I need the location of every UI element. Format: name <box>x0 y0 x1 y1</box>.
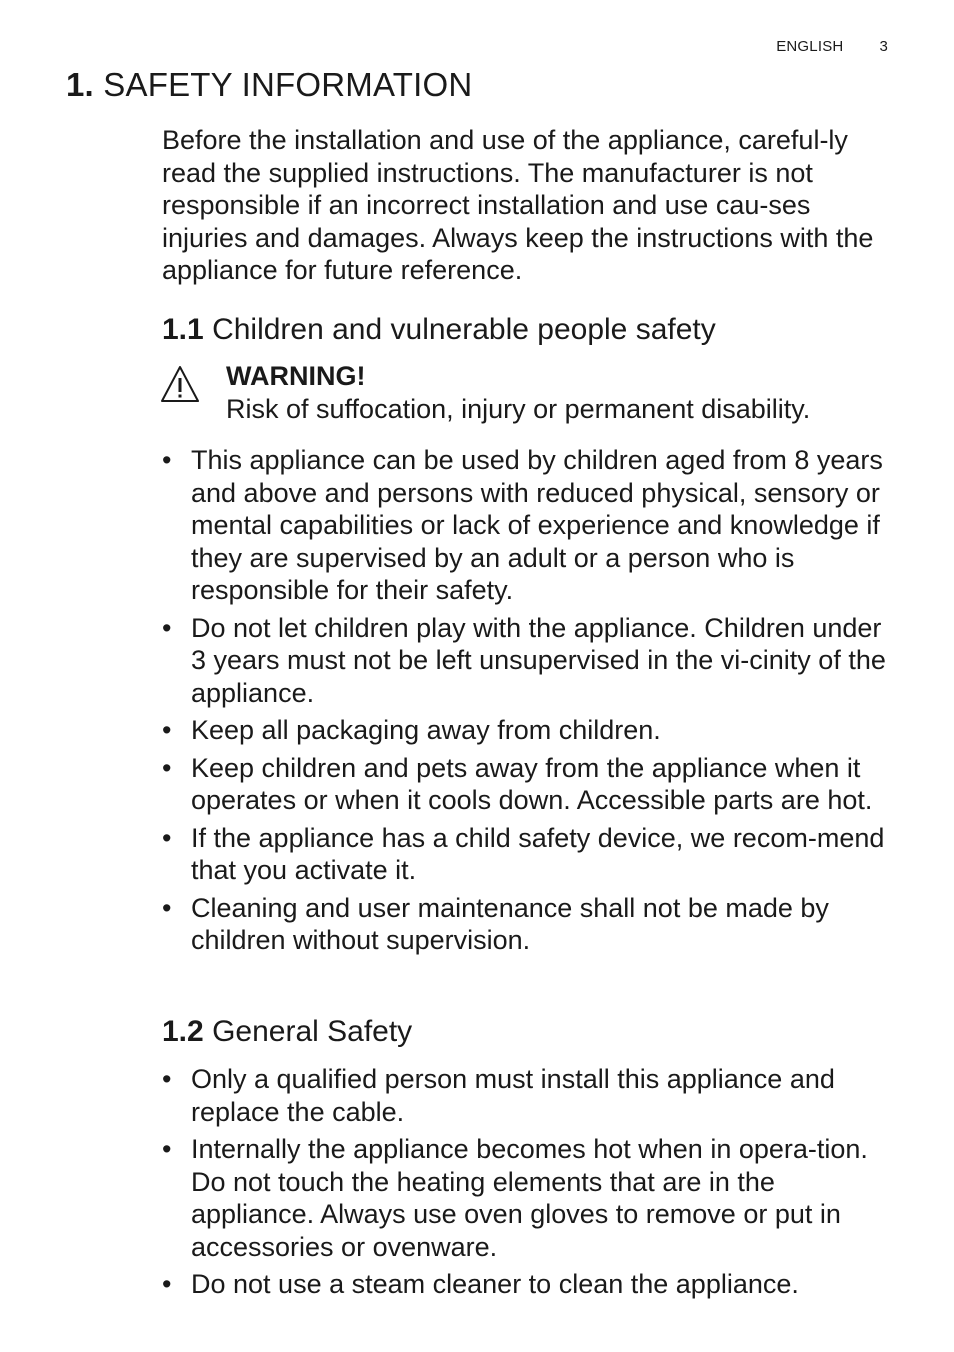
section-1-2-heading <box>162 1015 412 1049</box>
list-item: • Do not use a steam cleaner to clean the appliance. <box>162 1268 897 1301</box>
warning-triangle-icon <box>160 364 200 404</box>
section-1-title: SAFETY INFORMATION <box>103 66 473 103</box>
list-item: • If the appliance has a child safety device, we recom-mend that you activate it. <box>162 822 897 887</box>
section-1-1-number: 1.1 <box>162 313 204 346</box>
header-page-number: 3 <box>879 38 888 55</box>
list-item: • This appliance can be used by children aged from 8 years and above and persons with reduced physical, sensory or mental capabilities or lack of experience and knowledge if they are supervised by an adult or a person who is responsible for their safety. <box>162 444 897 607</box>
section-1-number: 1. <box>66 66 94 103</box>
warning-text: Risk of suffocation, injury or permanent disability. <box>226 393 811 424</box>
list-item: • Do not let children play with the appliance. Children under 3 years must not be left unsupervised in the vi-cinity of the appliance. <box>162 612 897 710</box>
list-item: • Keep all packaging away from children. <box>162 714 897 747</box>
list-item: • Keep children and pets away from the appliance when it operates or when it cools down. Accessible parts are hot. <box>162 752 897 817</box>
section-1-heading <box>66 66 472 104</box>
section-1-1-title: Children and vulnerable people safety <box>212 313 716 346</box>
section-1-2-title: General Safety <box>212 1015 413 1048</box>
list-item: • Cleaning and user maintenance shall not be made by children without supervision. <box>162 892 897 957</box>
list-item: • Internally the appliance becomes hot when in opera-tion. Do not touch the heating elements that are in the appliance. Always use oven gloves to remove or put in accessories or ovenware. <box>162 1133 897 1263</box>
warning-text-block <box>226 360 810 425</box>
warning-box <box>160 360 900 425</box>
section-1-1-heading <box>162 313 716 347</box>
page-header <box>776 38 888 55</box>
section-1-intro: Before the installation and use of the appliance, careful-ly read the supplied instructions. The manufacturer is not responsible if an incorrect installation and use cau-ses injuries and damages. Always keep the instructions with the appliance for future reference. <box>162 125 874 285</box>
header-language: ENGLISH <box>776 38 844 55</box>
section-1-1-list <box>162 444 897 962</box>
warning-title: WARNING! <box>226 361 366 391</box>
section-1-2-number: 1.2 <box>162 1015 204 1048</box>
list-item: • Only a qualified person must install this appliance and replace the cable. <box>162 1063 897 1128</box>
section-1-2-list <box>162 1063 897 1306</box>
